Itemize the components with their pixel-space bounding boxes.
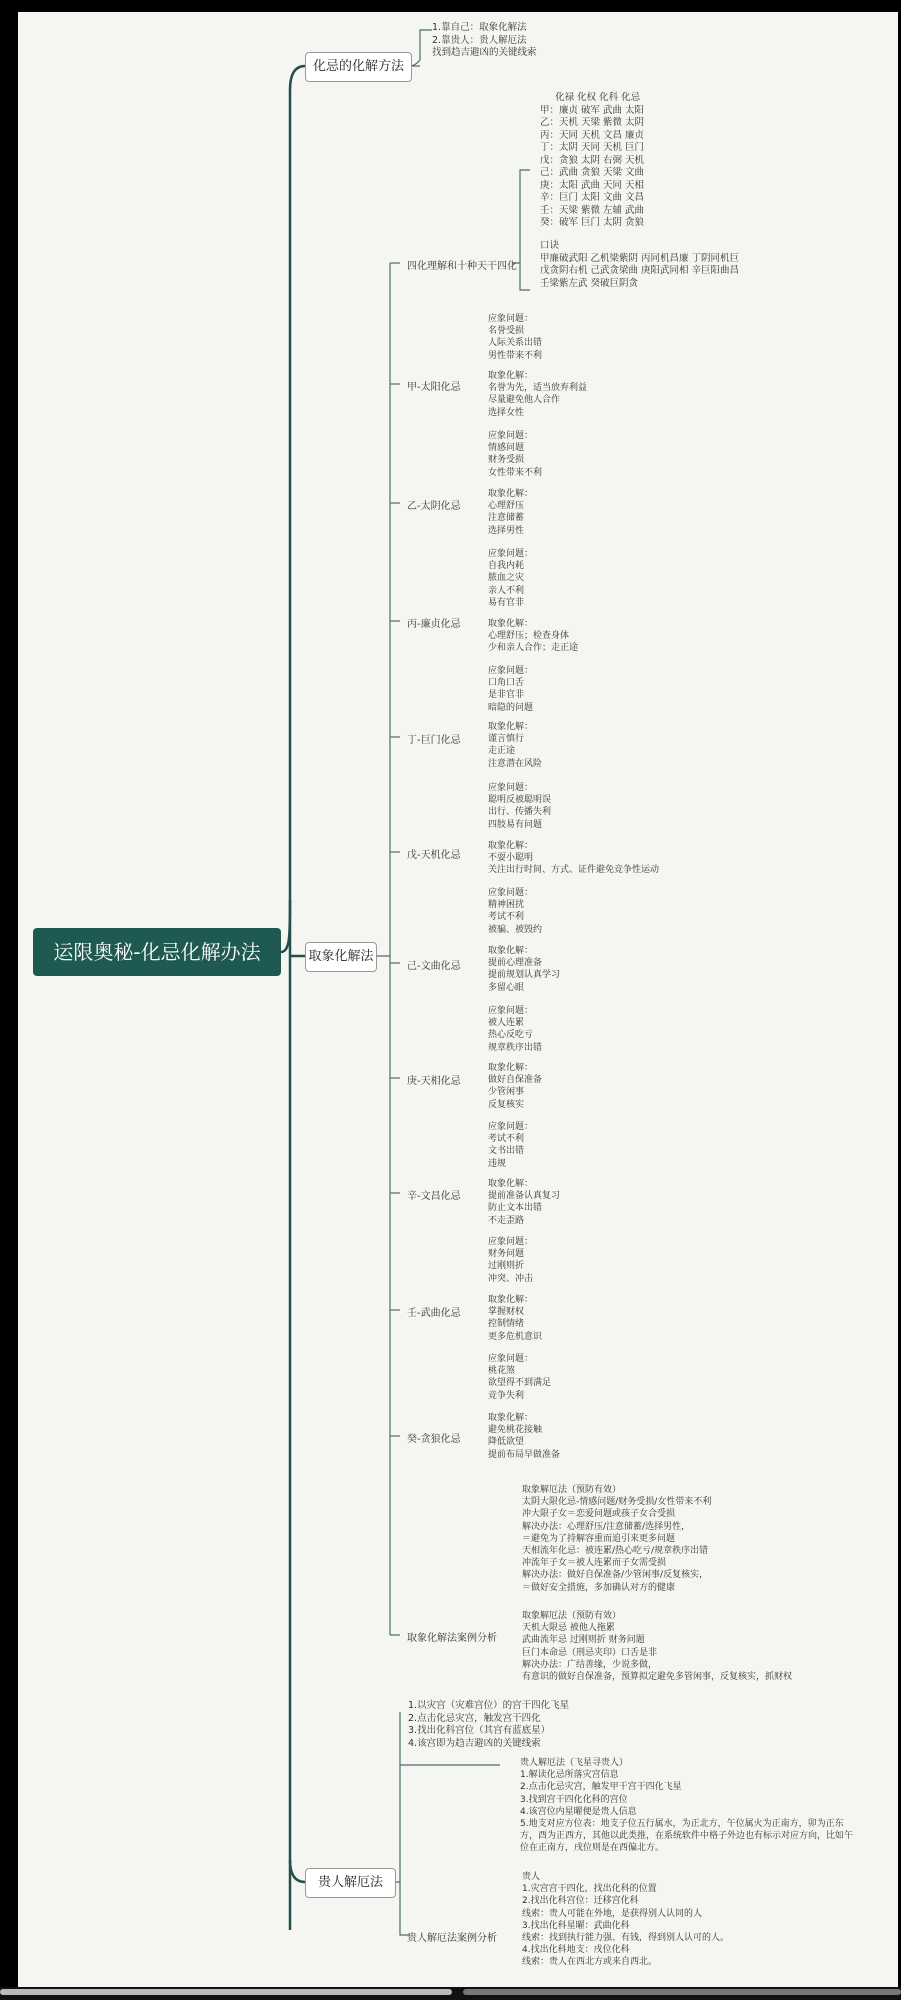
progress-remaining[interactable] bbox=[463, 1989, 901, 1995]
stem-solution: 取象化解： 避免桃花接触 降低欲望 提前布局早做准备 bbox=[488, 1413, 561, 1460]
stem-label: 戊-天机化忌 bbox=[407, 850, 461, 861]
stem-solution: 取象化解： 提前心理准备 提前规划认真学习 多留心眼 bbox=[488, 946, 561, 993]
stem-problem: 应象问题： 情感问题 财务受损 女性带来不利 bbox=[488, 431, 543, 478]
stem-label: 甲-太阳化忌 bbox=[407, 382, 461, 393]
stem-problem: 应象问题： 桃花煞 欲望得不到满足 竞争失利 bbox=[488, 1354, 552, 1401]
root-title[interactable]: 运限奥秘-化忌化解办法 bbox=[33, 928, 281, 976]
sihua-table: 化禄 化权 化科 化忌 甲：廉贞 破军 武曲 太阳 乙：天机 天梁 紫微 太阴 丙：天同 天机 文昌 廉贞 丁：太阴 天同 天机 巨门 戊：贪狼 太阴 右弼 天机 己：武曲 贪狼 天梁 文曲 庚：太阳 武曲 天同 天相 辛：巨门 太阳 文曲 文昌 壬：天梁 紫微 左辅 武曲 癸：破军 巨门 太阴 贪狼 bbox=[540, 92, 645, 228]
stem-problem: 应象问题： 自我内耗 脓血之灾 亲人不利 易有官非 bbox=[488, 549, 534, 608]
stem-problem: 应象问题： 被人连累 热心反吃亏 规章秩序出错 bbox=[488, 1006, 543, 1053]
b3-case: 贵人 1.灾宫宫干四化，找出化科的位置 2.找出化科宫位：迁移宫化科 线索：贵人可能在外地，是获得别人认同的人 3.找出化科星曜：武曲化科 线索：找到执行能力强、有钱，得到别人认可的人。 4.找出化科地支：戌位化科 线索：贵人在西北方或来自西北。 bbox=[522, 1872, 730, 1968]
branch-remedy-methods[interactable]: 化忌的化解方法 bbox=[305, 52, 412, 82]
stem-solution: 取象化解： 提前准备认真复习 防止文本出错 不走歪路 bbox=[488, 1179, 561, 1226]
stem-solution: 取象化解： 不耍小聪明 关注出行时间、方式、证件避免竞争性运动 bbox=[488, 841, 660, 876]
stem-problem: 应象问题： 考试不利 文书出错 违规 bbox=[488, 1122, 534, 1169]
b1-notes: 1.靠自己：取象化解法 2.靠贵人：贵人解厄法 找到趋吉避凶的关键线索 bbox=[432, 22, 537, 59]
case-analysis-1: 取象解厄法（预防有效） 太阴大限化忌-情感问题/财务受损/女性带来不利 冲大限子女＝恋爱问题或孩子女合受损 解决办法：心理舒压/注意储蓄/选择男性， ＝避免为了持解容重而追引来更多问题 天相流年化忌：被连累/热心吃亏/规章秩序出错 冲流年子女＝被人连累而子女需受损 解决办法：做好自保准备/少管闲事/反复核实， ＝做好安全措施，多加确认对方的健康 bbox=[522, 1485, 712, 1593]
stem-problem: 应象问题： 名誉受损 人际关系出错 男性带来不利 bbox=[488, 314, 543, 361]
stem-label: 乙-太阴化忌 bbox=[407, 501, 461, 512]
stem-solution: 取象化解： 心理舒压 注意储蓄 选择男性 bbox=[488, 489, 534, 536]
stem-problem: 应象问题： 聪明反被聪明误 出行、传播失利 四肢易有问题 bbox=[488, 783, 552, 830]
stem-label: 壬-武曲化忌 bbox=[407, 1308, 461, 1319]
stem-solution: 取象化解： 心理舒压；检查身体 少和亲人合作；走正途 bbox=[488, 619, 579, 654]
branch-noble-remedy[interactable]: 贵人解厄法 bbox=[305, 1868, 396, 1898]
stem-solution: 取象化解： 掌握财权 控制情绪 更多危机意识 bbox=[488, 1295, 543, 1342]
b3-method: 贵人解厄法（飞星寻贵人） 1.解读化忌所落灾宫信息 2.点击化忌灾宫，触发甲干宫干四化飞星 3.找到宫干四化化科的宫位 4.该宫位内星曜便是贵人信息 5.地支对应方位表：地支子位五行属水，为正北方，午位属火为正南方，卯为正东 方，酉为正西方，其他以此类推，在系统软件中格子外边也有标示对应方向，比如午 位在正南方，戌位则是在西偏北方。 bbox=[520, 1758, 854, 1854]
stem-solution: 取象化解： 名誉为先，适当放弃利益 尽量避免他人合作 选择女性 bbox=[488, 371, 588, 418]
stem-problem: 应象问题： 精神困扰 考试不利 被骗、被毁约 bbox=[488, 888, 543, 935]
stem-solution: 取象化解： 谨言慎行 走正途 注意潜在风险 bbox=[488, 722, 543, 769]
stem-label: 辛-文昌化忌 bbox=[407, 1191, 461, 1202]
stem-problem: 应象问题： 口角口舌 是非官非 暗隐的问题 bbox=[488, 666, 534, 713]
stem-label: 丁-巨门化忌 bbox=[407, 735, 461, 746]
progress-played[interactable] bbox=[0, 1989, 452, 1995]
stem-label: 庚-天相化忌 bbox=[407, 1076, 461, 1087]
case-label: 取象化解法案例分析 bbox=[407, 1633, 497, 1644]
b3-case-label: 贵人解厄法案例分析 bbox=[407, 1933, 497, 1944]
branch-symbol-remedy[interactable]: 取象化解法 bbox=[305, 942, 377, 972]
b3-steps: 1.以灾宫（灾难宫位）的宫干四化飞星 2.点击化忌灾宫，触发宫干四化 3.找出化科宫位（其宫有蓝底星） 4.该宫即为趋吉避凶的关键线索 bbox=[408, 1700, 570, 1750]
stem-problem: 应象问题： 财务问题 过刚则折 冲突、冲击 bbox=[488, 1237, 534, 1284]
sihua-koujue: 口诀 甲廉破武阳 乙机梁紫阴 丙同机昌廉 丁阴同机巨 戊贪阴右机 己武贪梁曲 庚阳武同相 辛巨阳曲昌 壬梁紫左武 癸破巨阴贪 bbox=[540, 240, 740, 290]
sihua-label: 四化理解和十种天干四化 bbox=[407, 261, 517, 272]
stem-label: 己-文曲化忌 bbox=[407, 961, 461, 972]
stem-label: 癸-贪狼化忌 bbox=[407, 1434, 461, 1445]
stem-label: 丙-廉贞化忌 bbox=[407, 619, 461, 630]
case-analysis-2: 取象解厄法（预防有效） 天机大限忌 被他人拖累 武曲流年忌 过刚则折 财务问题 巨门本命忌（刑忌夹印）口舌是非 解决办法：广结善缘，少说多做， 有意识的做好自保准备，预算拟定避免多管闲事，反复核实，抓财权 bbox=[522, 1611, 793, 1683]
stem-solution: 取象化解： 做好自保准备 少管闲事 反复核实 bbox=[488, 1063, 543, 1110]
